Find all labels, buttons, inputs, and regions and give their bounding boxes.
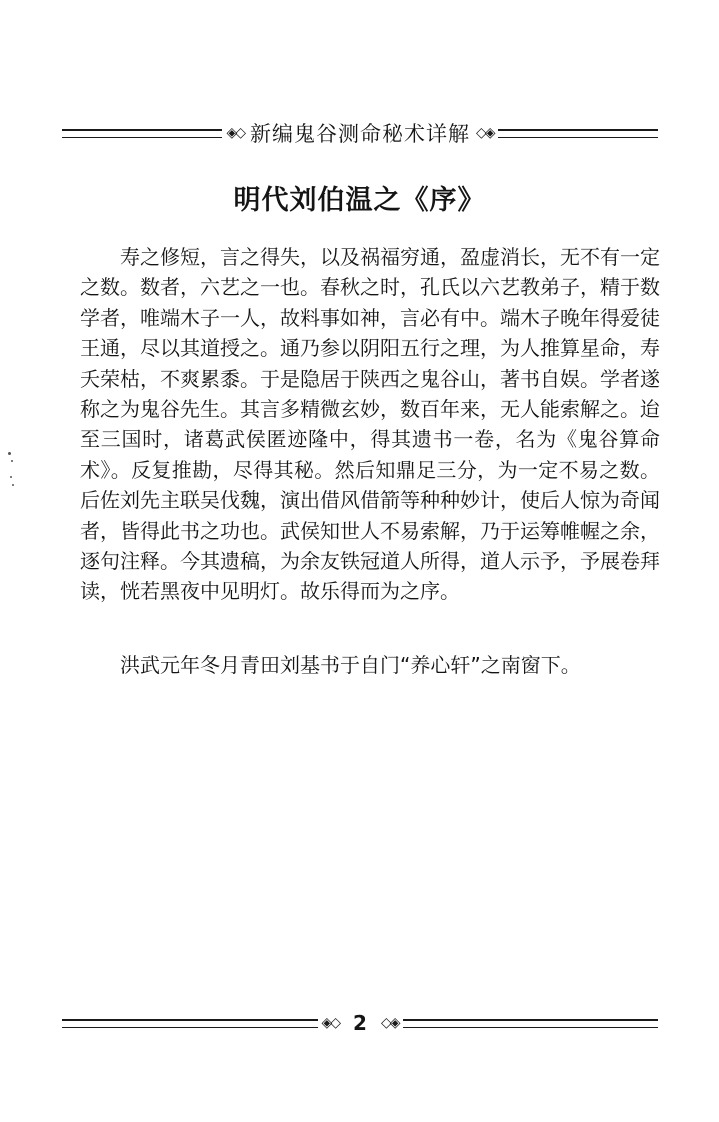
- header-rule-right: [498, 129, 658, 138]
- scan-specks: [6, 452, 16, 492]
- preface-signature: 洪武元年冬月青田刘基书于自门“养心轩”之南窗下。: [120, 653, 581, 677]
- header-rule-left: [62, 129, 222, 138]
- diamond-ornament-icon: ◇◈: [380, 1015, 399, 1031]
- chapter-title: 明代刘伯温之《序》: [233, 185, 486, 216]
- diamond-ornament-icon: ◇◈: [476, 125, 494, 141]
- footer-rule-right: [403, 1019, 659, 1028]
- page-footer: [62, 1010, 658, 1036]
- preface-paragraph: 寿之修短，言之得失，以及祸福穷通，盈虚消长，无不有一定之数。数者，六艺之一也。春秋之时，孔氏以六艺教弟子，精于数学者，唯端木子一人，故料事如神，言必有中。端木子晚年得爱徒王通，尽以其道授之。通乃参以阴阳五行之理，为人推算星命，寿夭荣枯，不爽累黍。于是隐居于陕西之鬼谷山，著书自娱。学者遂称之为鬼谷先生。其言多精微玄妙，数百年来，无人能索解之。迨至三国时，诸葛武侯匿迹隆中，得其遗书一卷，名为《鬼谷算命术》。反复推勘，尽得其秘。然后知鼎足三分，为一定不易之数。后佐刘先主联吴伐魏，演出借风借箭等种种妙计，使后人惊为奇闻者，皆得此书之功也。武侯知世人不易索解，乃于运筹帷幄之余，逐句注释。今其遗稿，为余友铁冠道人所得，道人示予，予展卷拜读，恍若黑夜中见明灯。故乐得而为之序。: [80, 245, 660, 604]
- footer-rule-left: [62, 1019, 318, 1028]
- diamond-ornament-icon: ◈◇: [226, 125, 244, 141]
- running-header: [62, 118, 658, 148]
- page-number: 2: [353, 1011, 367, 1035]
- running-header-title: 新编鬼谷测命秘术详解: [250, 122, 470, 146]
- diamond-ornament-icon: ◈◇: [321, 1015, 340, 1031]
